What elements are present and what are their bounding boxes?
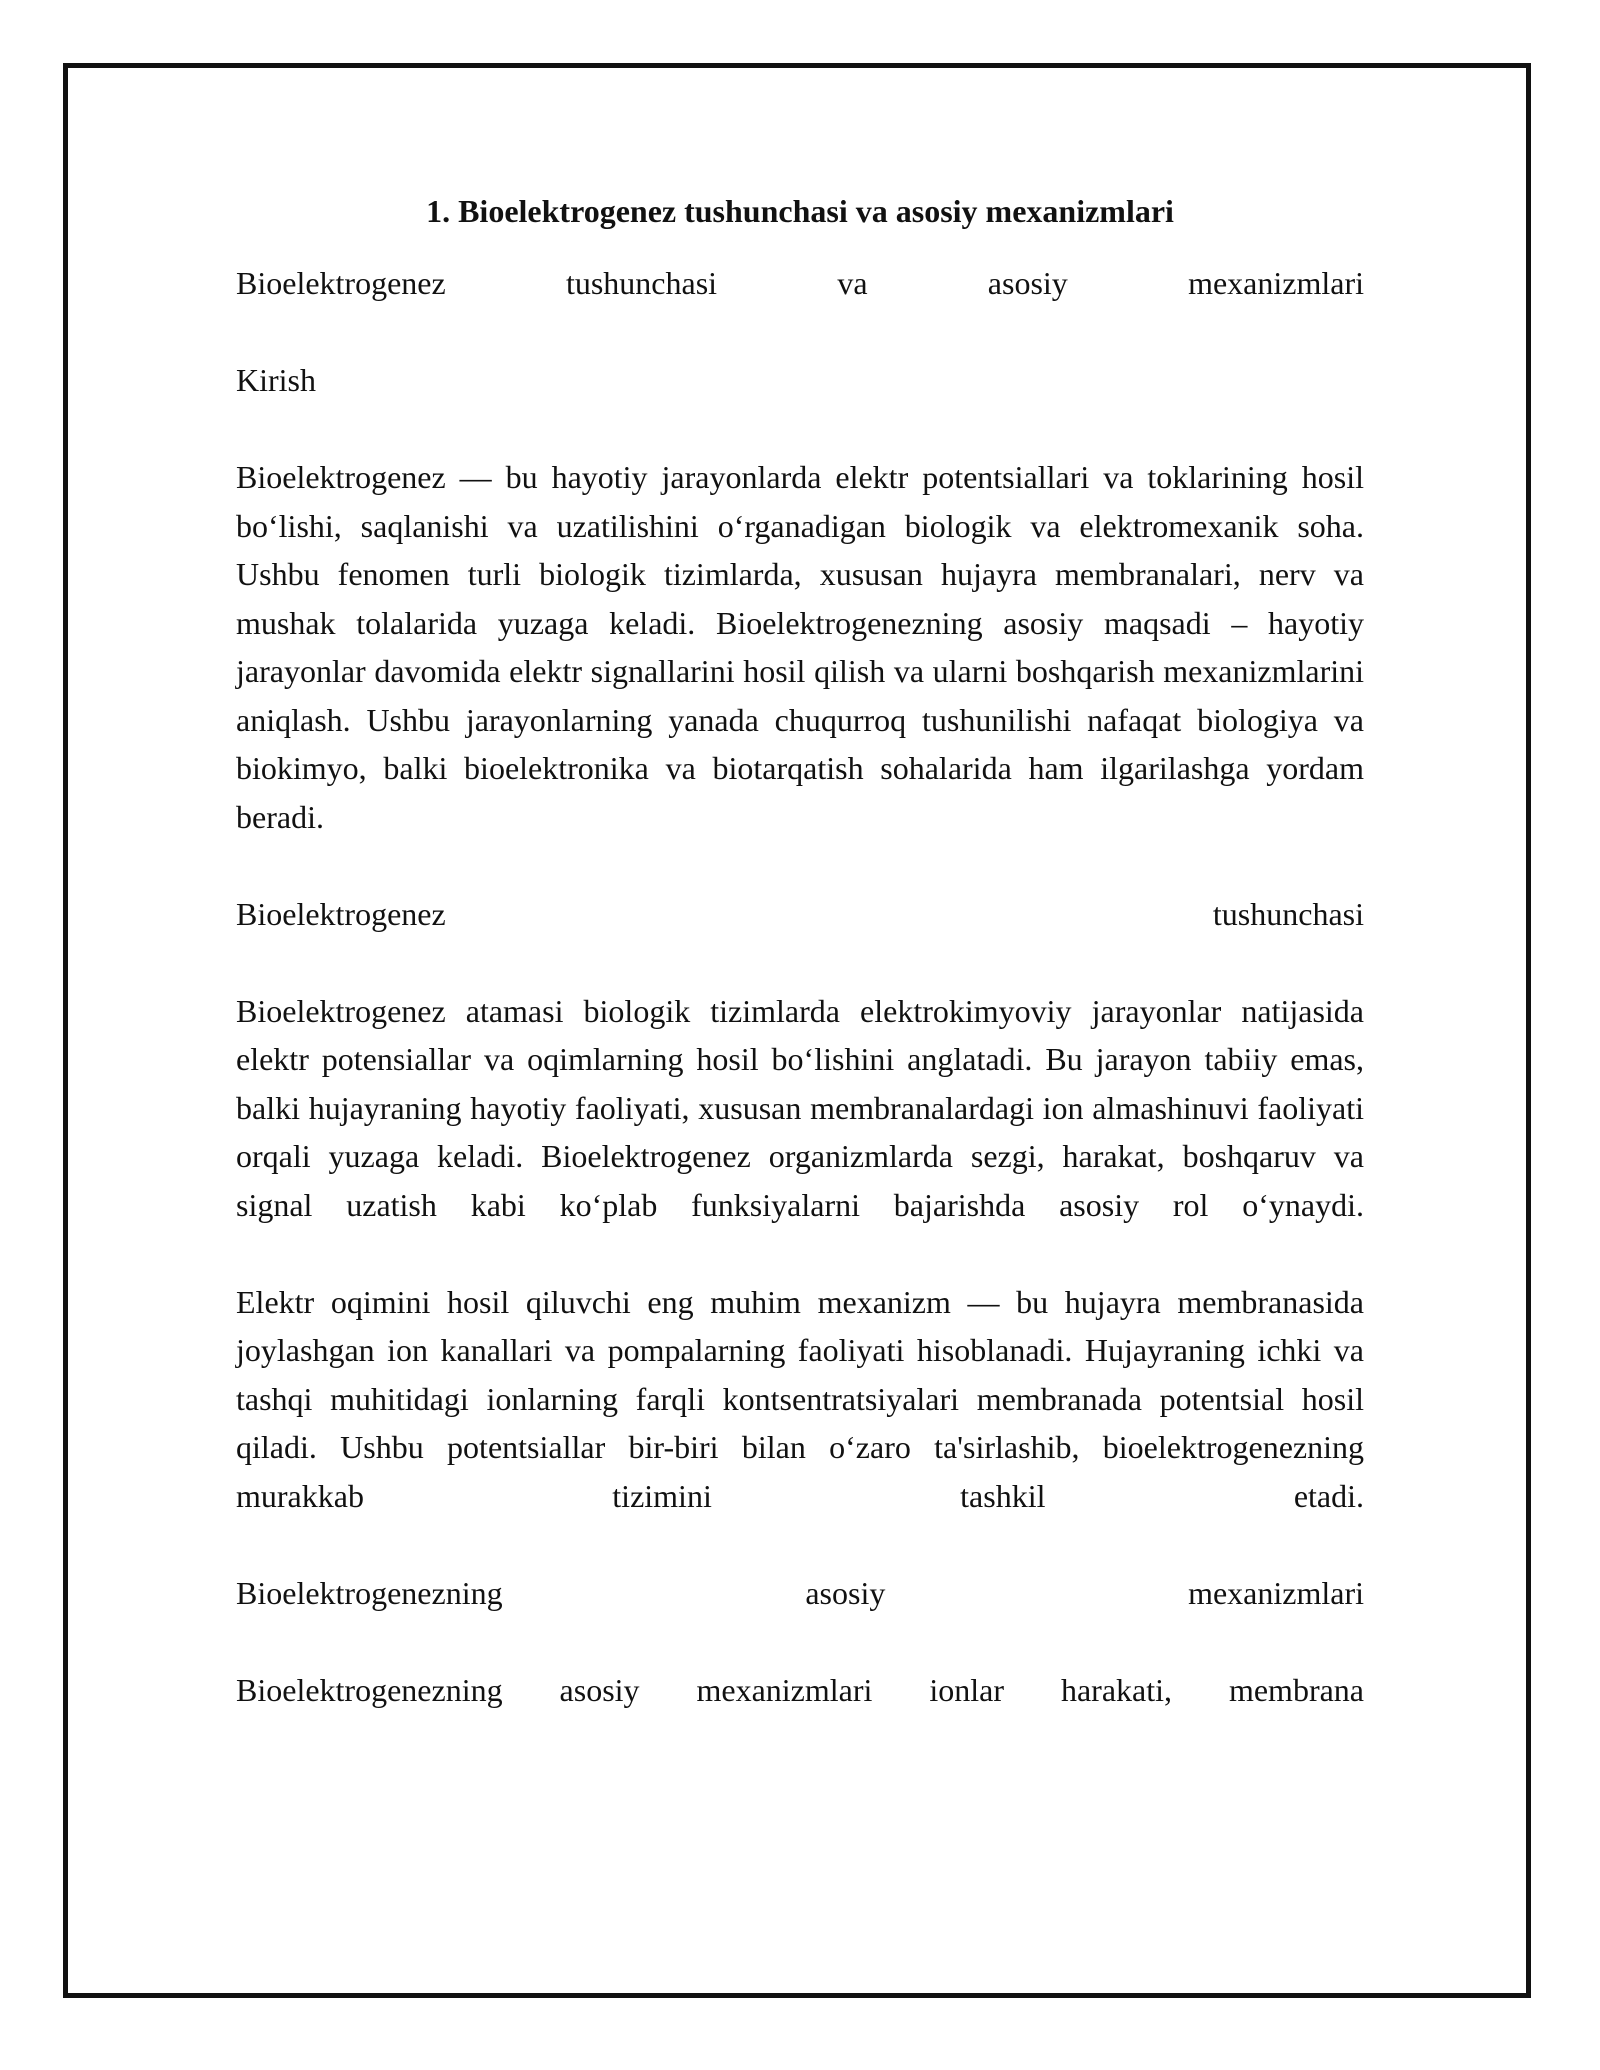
paragraph-current-mechanism: Elektr oqimini hosil qiluvchi eng muhim mexanizm — bu hujayra membranasida joylashgan ion kanallari va pompalarning faoliyati hisoblanadi. Hujayraning ichki va tashqi muhitidagi ionlarning farqli kontsentratsiyalari membranada potentsial hosil qiladi. Ushbu potentsiallar bir-biri bilan o‘zaro ta'sirlashib, bioelektrogenezning murakkab tizimini tashkil etadi. <box>236 1283 1364 1514</box>
document-title: 1. Bioelektrogenez tushunchasi va asosiy mexanizmlari <box>426 193 1174 229</box>
document-body <box>236 187 1364 1763</box>
paragraph-introduction-heading: Kirish <box>236 362 316 398</box>
paragraph-introduction-body: Bioelektrogenez — bu hayotiy jarayonlarda elektr potentsiallari va toklarining hosil bo‘lishi, saqlanishi va uzatilishini o‘rganadigan biologik va elektromexanik soha. Ushbu fenomen turli biologik tizimlarda, xususan hujayra membranalari, nerv va mushak tolalarida yuzaga keladi. Bioelektrogenezning asosiy maqsadi – hayotiy jarayonlar davomida elektr signallarini hosil qilish va ularni boshqarish mexanizmlarini aniqlash. Ushbu jarayonlarning yanada chuqurroq tushunilishi nafaqat biologiya va biokimyo, balki bioelektronika va biotarqatish sohalarida ham ilgarilashga yordam beradi. <box>236 459 1364 835</box>
paragraph-mechanisms-body: Bioelektrogenezning asosiy mexanizmlari ionlar harakati, membrana <box>236 1671 1364 1708</box>
paragraph-concept-body: Bioelektrogenez atamasi biologik tizimlarda elektrokimyoviy jarayonlar natijasida elektr potensiallar va oqimlarning hosil bo‘lishini anglatadi. Bu jarayon tabiiy emas, balki hujayraning hayotiy faoliyati, xususan membranalardagi ion almashinuvi faoliyati orqali yuzaga keladi. Bioelektrogenez organizmlarda sezgi, harakat, boshqaruv va signal uzatish kabi ko‘plab funksiyalarni bajarishda asosiy rol o‘ynaydi. <box>236 992 1364 1223</box>
paragraph-mechanisms-heading: Bioelektrogenezning asosiy mexanizmlari <box>236 1574 1364 1611</box>
paragraph-concept-heading: Bioelektrogenez tushunchasi <box>236 895 1364 932</box>
paragraph-heading-repeat: Bioelektrogenez tushunchasi va asosiy mexanizmlari <box>236 265 1364 301</box>
